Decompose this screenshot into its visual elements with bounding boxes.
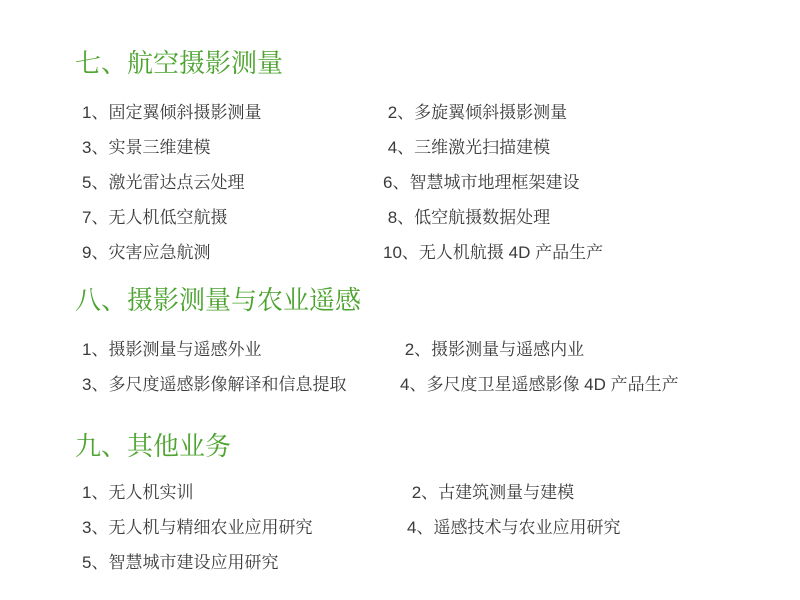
- list-row: [82, 200, 603, 235]
- list-item: 4、多尺度卫星遥感影像 4D 产品生产: [400, 375, 679, 394]
- list-item: 4、三维激光扫描建模: [383, 138, 551, 157]
- list-item: 2、古建筑测量与建模: [407, 483, 575, 502]
- list-row: [82, 475, 620, 510]
- list-item: 2、摄影测量与遥感内业: [400, 340, 585, 359]
- list-row: [82, 130, 603, 165]
- list-item: 3、实景三维建模: [82, 138, 211, 157]
- list-row: [82, 545, 620, 580]
- list-item: 9、灾害应急航测: [82, 243, 211, 262]
- list-row: [82, 235, 603, 270]
- section-7-heading: 七、航空摄影测量: [75, 48, 284, 78]
- section-8-heading: 八、摄影测量与农业遥感: [75, 285, 362, 315]
- list-row: [82, 332, 679, 367]
- list-row: [82, 95, 603, 130]
- list-row: [82, 367, 679, 402]
- list-item: 5、智慧城市建设应用研究: [82, 553, 279, 572]
- list-item: 1、摄影测量与遥感外业: [82, 340, 262, 359]
- list-item: 6、智慧城市地理框架建设: [383, 173, 580, 192]
- list-item: 2、多旋翼倾斜摄影测量: [383, 103, 568, 122]
- list-item: 1、固定翼倾斜摄影测量: [82, 103, 262, 122]
- list-item: 3、无人机与精细农业应用研究: [82, 518, 313, 537]
- section-7-list: [82, 95, 603, 270]
- section-9-heading: 九、其他业务: [75, 431, 232, 461]
- list-item: 1、无人机实训: [82, 483, 194, 502]
- list-item: 10、无人机航摄 4D 产品生产: [383, 243, 604, 262]
- section-8-list: [82, 332, 679, 402]
- list-item: 7、无人机低空航摄: [82, 208, 228, 227]
- list-item: 3、多尺度遥感影像解译和信息提取: [82, 375, 347, 394]
- list-item: 4、遥感技术与农业应用研究: [407, 518, 621, 537]
- section-9-list: [82, 475, 620, 580]
- list-row: [82, 510, 620, 545]
- list-item: 5、激光雷达点云处理: [82, 173, 245, 192]
- list-row: [82, 165, 603, 200]
- list-item: 8、低空航摄数据处理: [383, 208, 551, 227]
